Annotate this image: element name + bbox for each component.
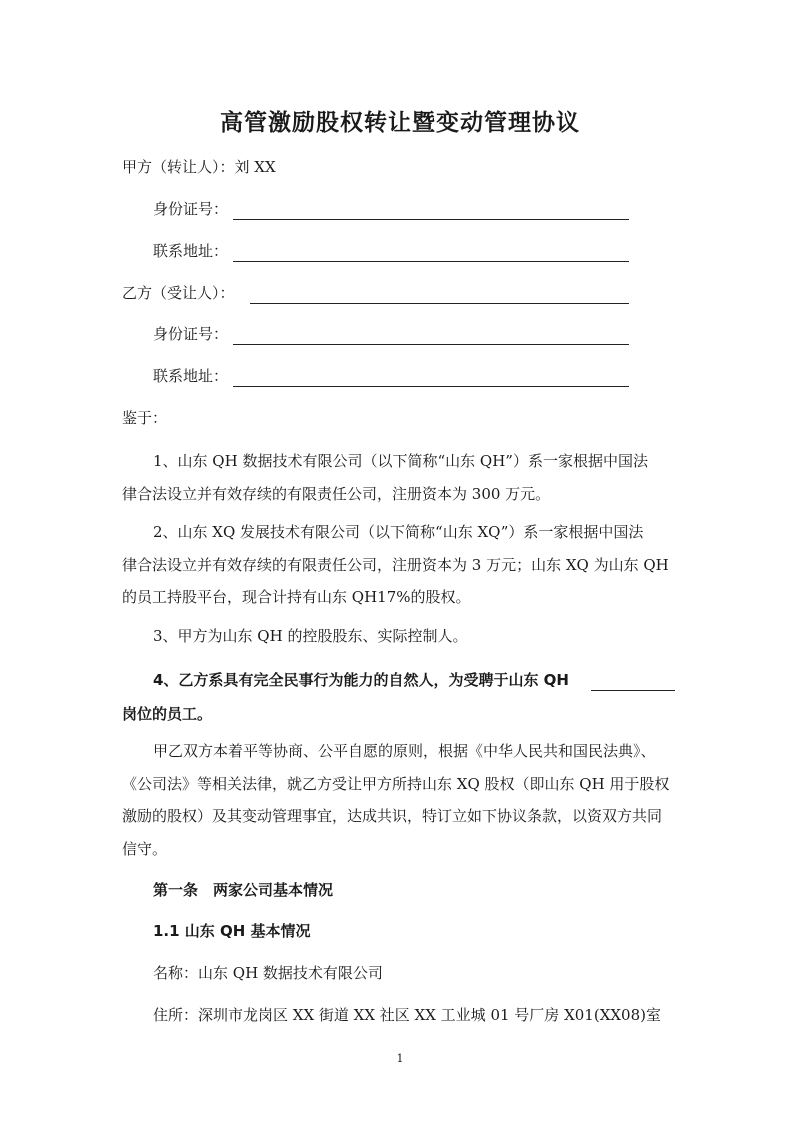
article1-heading: 第一条 两家公司基本情况 xyxy=(153,881,334,899)
party-a-address-label: 联系地址： xyxy=(153,242,229,260)
clause2-line3: 的员工持股平台，现合计持有山东 QH17%的股权。 xyxy=(122,588,471,606)
company-address-line: 住所：深圳市龙岗区 XX 街道 XX 社区 XX 工业城 01 号厂房 X01(XX08)室 xyxy=(153,1006,661,1024)
clause2-line1: 2、山东 XQ 发展技术有限公司（以下简称“山东 XQ”）系一家根据中国法 xyxy=(153,523,644,541)
party-a-id-label: 身份证号： xyxy=(153,200,229,218)
clause1-line2: 律合法设立并有效存续的有限责任公司，注册资本为 300 万元。 xyxy=(122,485,551,503)
clause2-line2: 律合法设立并有效存续的有限责任公司，注册资本为 3 万元；山东 XQ 为山东 QH xyxy=(122,556,669,574)
party-a-address-field xyxy=(0,241,800,263)
document-title: 高管激励股权转让暨变动管理协议 xyxy=(220,110,580,136)
clause4-position-blank[interactable] xyxy=(591,670,675,691)
preamble-line2: 《公司法》等相关法律，就乙方受让甲方所持山东 XQ 股权（即山东 QH 用于股权 xyxy=(122,775,670,793)
preamble-line3: 激励的股权）及其变动管理事宜，达成共识，特订立如下协议条款，以资双方共同 xyxy=(122,807,663,825)
party-b-id-label: 身份证号： xyxy=(153,325,229,343)
preamble-line4: 信守。 xyxy=(122,840,168,858)
section1-1-heading: 1.1 山东 QH 基本情况 xyxy=(153,922,311,940)
clause4-line1: 4、乙方系具有完全民事行为能力的自然人，为受聘于山东 QH xyxy=(153,671,569,689)
clause1-line1: 1、山东 QH 数据技术有限公司（以下简称“山东 QH”）系一家根据中国法 xyxy=(153,452,648,470)
party-b-blank[interactable] xyxy=(250,283,629,304)
preamble-line1: 甲乙双方本着平等协商、公平自愿的原则，根据《中华人民共和国民法典》、 xyxy=(153,742,656,760)
clause3: 3、甲方为山东 QH 的控股股东、实际控制人。 xyxy=(153,627,468,645)
party-a-address-blank[interactable] xyxy=(233,241,629,262)
party-b-address-label: 联系地址： xyxy=(153,367,229,385)
party-b-id-field xyxy=(0,324,800,346)
party-b-field xyxy=(0,283,800,305)
party-a-id-field xyxy=(0,199,800,221)
party-a-line: 甲方（转让人）：刘 XX xyxy=(122,158,276,176)
party-a-id-blank[interactable] xyxy=(233,199,629,220)
party-b-label: 乙方（受让人）： xyxy=(122,284,235,302)
party-b-id-blank[interactable] xyxy=(233,324,629,345)
page-number: 1 xyxy=(396,1052,404,1065)
party-b-address-blank[interactable] xyxy=(233,366,629,387)
whereas-heading: 鉴于： xyxy=(122,409,168,427)
clause4-line2: 岗位的员工。 xyxy=(122,705,213,723)
company-name-line: 名称：山东 QH 数据技术有限公司 xyxy=(153,964,383,982)
party-b-address-field xyxy=(0,366,800,388)
